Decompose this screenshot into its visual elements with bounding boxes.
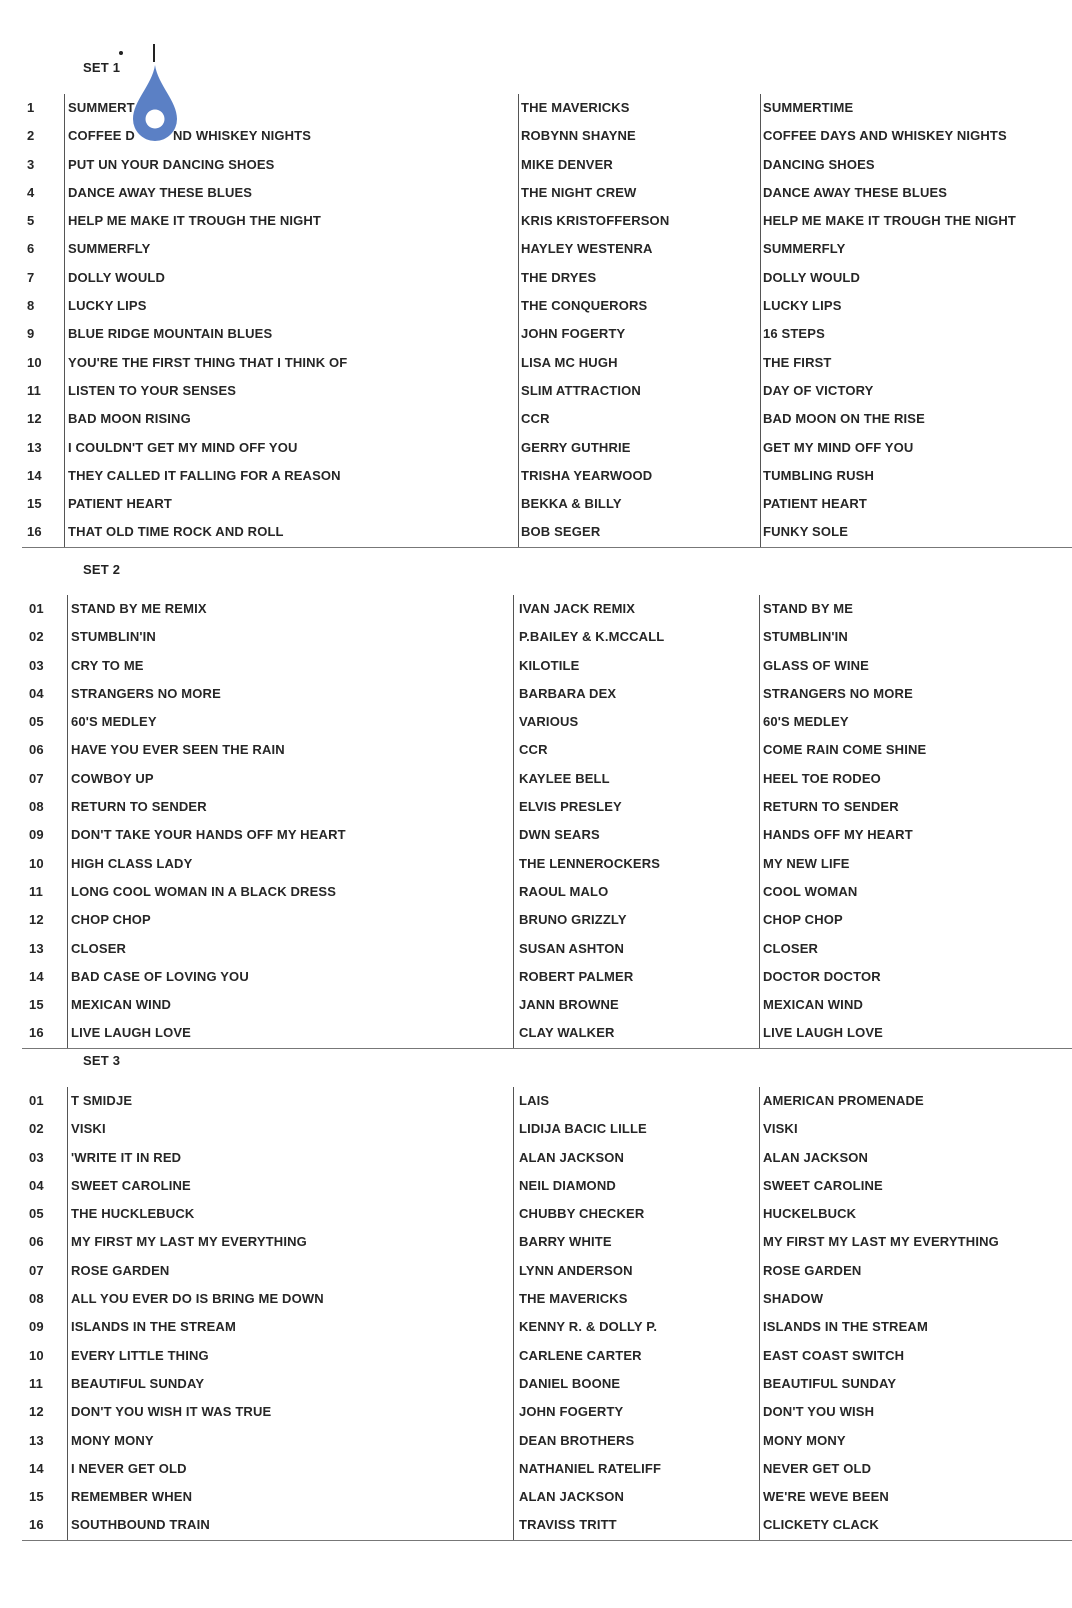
- table-row: [22, 963, 1072, 991]
- artist-name: BRUNO GRIZZLY: [519, 912, 627, 928]
- column-divider: [760, 94, 761, 547]
- track-number: 12: [27, 411, 42, 427]
- artist-name: NATHANIEL RATELIFF: [519, 1460, 662, 1476]
- artist-name: CCR: [521, 411, 550, 427]
- artist-name: CLAY WALKER: [519, 1025, 615, 1041]
- column-divider: [759, 595, 760, 1048]
- table-row: [22, 736, 1072, 764]
- table-row: [22, 821, 1072, 849]
- song-title: COWBOY UP: [71, 770, 154, 786]
- artist-name: BARRY WHITE: [519, 1234, 612, 1250]
- table-row: [22, 1144, 1072, 1172]
- artist-name: THE DRYES: [521, 269, 597, 285]
- dance-name: TUMBLING RUSH: [763, 467, 874, 483]
- dance-name: VISKI: [763, 1121, 798, 1137]
- song-title-continued: ND WHISKEY NIGHTS: [173, 128, 312, 144]
- artist-name: P.BAILEY & K.MCCALL: [519, 629, 665, 645]
- dance-name: COFFEE DAYS AND WHISKEY NIGHTS: [763, 128, 1007, 144]
- artist-name: ELVIS PRESLEY: [519, 799, 622, 815]
- song-title: 'WRITE IT IN RED: [71, 1149, 182, 1165]
- dance-name: NEVER GET OLD: [763, 1460, 872, 1476]
- column-divider: [513, 595, 514, 1048]
- artist-name: CHUBBY CHECKER: [519, 1206, 645, 1222]
- table-row: [22, 1200, 1072, 1228]
- table-row: [22, 1172, 1072, 1200]
- table-row: [22, 878, 1072, 906]
- artist-name: THE MAVERICKS: [521, 100, 630, 115]
- dance-name: HUCKELBUCK: [763, 1206, 857, 1222]
- song-title: THE HUCKLEBUCK: [71, 1206, 195, 1222]
- artist-name: BEKKA & BILLY: [521, 496, 622, 512]
- table-row: [22, 377, 1072, 405]
- song-title: THEY CALLED IT FALLING FOR A REASON: [68, 467, 341, 483]
- track-number: 15: [29, 997, 44, 1013]
- track-number: 11: [29, 1375, 44, 1391]
- song-title: REMEMBER WHEN: [71, 1489, 193, 1505]
- table-row: [22, 1285, 1072, 1313]
- set-table: [22, 1087, 1072, 1541]
- table-row: [22, 1483, 1072, 1511]
- table-row: [22, 235, 1072, 263]
- track-number: 03: [29, 1149, 44, 1165]
- dance-name: WE'RE WEVE BEEN: [763, 1489, 889, 1505]
- song-title: T SMIDJE: [71, 1093, 133, 1108]
- song-title: BLUE RIDGE MOUNTAIN BLUES: [68, 326, 273, 342]
- table-row: [22, 264, 1072, 292]
- artist-name: KRIS KRISTOFFERSON: [521, 213, 670, 229]
- artist-name: DEAN BROTHERS: [519, 1432, 635, 1448]
- track-number: 5: [27, 213, 35, 229]
- artist-name: DANIEL BOONE: [519, 1375, 621, 1391]
- column-divider: [67, 595, 68, 1048]
- artist-name: JOHN FOGERTY: [519, 1404, 624, 1420]
- song-title: CRY TO ME: [71, 657, 144, 673]
- track-number: 14: [27, 467, 42, 483]
- column-divider: [513, 1087, 514, 1540]
- song-title: MEXICAN WIND: [71, 997, 172, 1013]
- song-title: STRANGERS NO MORE: [71, 685, 221, 701]
- dance-name: SUMMERFLY: [763, 241, 846, 257]
- dance-name: DAY OF VICTORY: [763, 382, 874, 398]
- track-number: 11: [29, 883, 44, 899]
- dance-name: HELP ME MAKE IT TROUGH THE NIGHT: [763, 213, 1017, 229]
- song-title: SWEET CAROLINE: [71, 1177, 191, 1193]
- track-number: 14: [29, 1460, 44, 1476]
- dance-name: DOCTOR DOCTOR: [763, 968, 881, 984]
- table-row: [22, 462, 1072, 490]
- track-number: 4: [27, 184, 35, 200]
- artist-name: THE LENNEROCKERS: [519, 855, 661, 871]
- artist-name: LISA MC HUGH: [521, 354, 618, 370]
- track-number: 13: [29, 940, 44, 956]
- song-title: DON'T TAKE YOUR HANDS OFF MY HEART: [71, 827, 346, 843]
- dance-name: GET MY MIND OFF YOU: [763, 439, 914, 455]
- artist-name: LAIS: [519, 1093, 550, 1108]
- dance-name: MONY MONY: [763, 1432, 846, 1448]
- song-title: LISTEN TO YOUR SENSES: [68, 382, 237, 398]
- table-row: [22, 680, 1072, 708]
- artist-name: NEIL DIAMOND: [519, 1177, 616, 1193]
- artist-name: ALAN JACKSON: [519, 1489, 625, 1505]
- table-row: [22, 652, 1072, 680]
- dance-name: 16 STEPS: [763, 326, 825, 342]
- dance-name: STUMBLIN'IN: [763, 629, 848, 645]
- song-title: LIVE LAUGH LOVE: [71, 1025, 191, 1041]
- table-row: [22, 765, 1072, 793]
- table-row: [22, 518, 1072, 546]
- dance-name: FUNKY SOLE: [763, 524, 849, 540]
- table-row: [22, 1427, 1072, 1455]
- song-title: HELP ME MAKE IT TROUGH THE NIGHT: [68, 213, 322, 229]
- dance-name: ISLANDS IN THE STREAM: [763, 1319, 928, 1335]
- table-row: [22, 906, 1072, 934]
- dance-name: RETURN TO SENDER: [763, 799, 899, 815]
- artist-name: RAOUL MALO: [519, 883, 609, 899]
- song-title: ROSE GARDEN: [71, 1262, 170, 1278]
- track-number: 01: [29, 601, 44, 616]
- song-title: I NEVER GET OLD: [71, 1460, 187, 1476]
- track-number: 02: [29, 629, 44, 645]
- song-title: DOLLY WOULD: [68, 269, 165, 285]
- artist-name: KENNY R. & DOLLY P.: [519, 1319, 658, 1335]
- artist-name: DWN SEARS: [519, 827, 600, 843]
- dance-name: LIVE LAUGH LOVE: [763, 1025, 883, 1041]
- track-number: 02: [29, 1121, 44, 1137]
- artist-name: SUSAN ASHTON: [519, 940, 625, 956]
- dance-name: PATIENT HEART: [763, 496, 868, 512]
- track-number: 10: [27, 354, 42, 370]
- column-divider: [64, 94, 65, 547]
- track-number: 10: [29, 1347, 44, 1363]
- track-number: 06: [29, 1234, 44, 1250]
- dance-name: 60'S MEDLEY: [763, 714, 849, 730]
- set-title: SET 2: [83, 562, 121, 577]
- dance-name: EAST COAST SWITCH: [763, 1347, 905, 1363]
- dance-name: SUMMERTIME: [763, 100, 854, 115]
- song-title: MONY MONY: [71, 1432, 154, 1448]
- dance-name: DANCE AWAY THESE BLUES: [763, 184, 948, 200]
- track-number: 3: [27, 156, 35, 172]
- artist-name: VARIOUS: [519, 714, 579, 730]
- track-number: 6: [27, 241, 35, 257]
- track-number: 07: [29, 770, 44, 786]
- song-title: HAVE YOU EVER SEEN THE RAIN: [71, 742, 285, 758]
- artist-name: SLIM ATTRACTION: [521, 382, 641, 398]
- track-number: 16: [29, 1517, 44, 1533]
- song-title: DON'T YOU WISH IT WAS TRUE: [71, 1404, 272, 1420]
- dance-name: SWEET CAROLINE: [763, 1177, 883, 1193]
- dance-name: COME RAIN COME SHINE: [763, 742, 927, 758]
- song-title: MY FIRST MY LAST MY EVERYTHING: [71, 1234, 307, 1250]
- song-title: ISLANDS IN THE STREAM: [71, 1319, 236, 1335]
- song-title: CHOP CHOP: [71, 912, 151, 928]
- song-title: ALL YOU EVER DO IS BRING ME DOWN: [71, 1291, 324, 1307]
- set-title: SET 3: [83, 1053, 121, 1068]
- artist-name: CARLENE CARTER: [519, 1347, 642, 1363]
- artist-name: JANN BROWNE: [519, 997, 619, 1013]
- table-row: [22, 1019, 1072, 1047]
- artist-name: TRISHA YEARWOOD: [521, 467, 653, 483]
- set-table: [22, 94, 1072, 548]
- table-row: [22, 623, 1072, 651]
- dance-name: STRANGERS NO MORE: [763, 685, 913, 701]
- table-row: [22, 179, 1072, 207]
- song-title: STAND BY ME REMIX: [71, 601, 207, 616]
- track-number: 04: [29, 1177, 44, 1193]
- song-title: DANCE AWAY THESE BLUES: [68, 184, 253, 200]
- table-row: [22, 94, 1072, 122]
- dance-name: DOLLY WOULD: [763, 269, 860, 285]
- cursor-dot: [119, 51, 123, 55]
- dance-name: AMERICAN PROMENADE: [763, 1093, 924, 1108]
- track-number: 12: [29, 1404, 44, 1420]
- dance-name: CLICKETY CLACK: [763, 1517, 879, 1533]
- song-title: SUMMERFLY: [68, 241, 151, 257]
- dance-name: THE FIRST: [763, 354, 832, 370]
- dance-name: MY FIRST MY LAST MY EVERYTHING: [763, 1234, 999, 1250]
- track-number: 09: [29, 1319, 44, 1335]
- track-number: 16: [27, 524, 42, 540]
- song-title: EVERY LITTLE THING: [71, 1347, 209, 1363]
- song-title: SOUTHBOUND TRAIN: [71, 1517, 210, 1533]
- track-number: 13: [29, 1432, 44, 1448]
- table-row: [22, 595, 1072, 623]
- dance-name: CLOSER: [763, 940, 819, 956]
- artist-name: GERRY GUTHRIE: [521, 439, 631, 455]
- set-title: SET 1: [83, 60, 121, 75]
- track-number: 01: [29, 1093, 44, 1108]
- artist-name: CCR: [519, 742, 548, 758]
- dance-name: BAD MOON ON THE RISE: [763, 411, 925, 427]
- song-title: LUCKY LIPS: [68, 298, 147, 314]
- artist-name: BOB SEGER: [521, 524, 601, 540]
- artist-name: LIDIJA BACIC LILLE: [519, 1121, 647, 1137]
- artist-name: LYNN ANDERSON: [519, 1262, 633, 1278]
- dance-name: HEEL TOE RODEO: [763, 770, 881, 786]
- track-number: 16: [29, 1025, 44, 1041]
- song-title: PATIENT HEART: [68, 496, 173, 512]
- dance-name: SHADOW: [763, 1291, 824, 1307]
- table-row: [22, 320, 1072, 348]
- dance-name: HANDS OFF MY HEART: [763, 827, 913, 843]
- table-row: [22, 1342, 1072, 1370]
- artist-name: THE NIGHT CREW: [521, 184, 637, 200]
- table-row: [22, 1398, 1072, 1426]
- track-number: 03: [29, 657, 44, 673]
- track-number: 07: [29, 1262, 44, 1278]
- song-title: VISKI: [71, 1121, 106, 1137]
- table-row: [22, 1370, 1072, 1398]
- track-number: 12: [29, 912, 44, 928]
- artist-name: IVAN JACK REMIX: [519, 601, 636, 616]
- column-divider: [67, 1087, 68, 1540]
- table-row: [22, 434, 1072, 462]
- table-row: [22, 1511, 1072, 1539]
- track-number: 10: [29, 855, 44, 871]
- dance-name: COOL WOMAN: [763, 883, 858, 899]
- song-title: CLOSER: [71, 940, 127, 956]
- artist-name: KAYLEE BELL: [519, 770, 610, 786]
- artist-name: ALAN JACKSON: [519, 1149, 625, 1165]
- table-row: [22, 991, 1072, 1019]
- track-number: 06: [29, 742, 44, 758]
- artist-name: THE MAVERICKS: [519, 1291, 628, 1307]
- track-number: 08: [29, 799, 44, 815]
- text-cursor-caret: [153, 44, 155, 62]
- track-number: 14: [29, 968, 44, 984]
- song-title: SUMMERT: [68, 100, 135, 115]
- song-title: YOU'RE THE FIRST THING THAT I THINK OF: [68, 354, 348, 370]
- track-number: 15: [29, 1489, 44, 1505]
- track-number: 8: [27, 298, 35, 314]
- table-row: [22, 292, 1072, 320]
- track-number: 09: [29, 827, 44, 843]
- dance-name: MEXICAN WIND: [763, 997, 864, 1013]
- song-title: BAD CASE OF LOVING YOU: [71, 968, 249, 984]
- track-number: 7: [27, 269, 35, 285]
- artist-name: KILOTILE: [519, 657, 580, 673]
- dance-name: LUCKY LIPS: [763, 298, 842, 314]
- track-number: 1: [27, 100, 35, 115]
- song-title: PUT UN YOUR DANCING SHOES: [68, 156, 275, 172]
- dance-name: ROSE GARDEN: [763, 1262, 862, 1278]
- artist-name: JOHN FOGERTY: [521, 326, 626, 342]
- track-number: 13: [27, 439, 42, 455]
- table-row: [22, 793, 1072, 821]
- artist-name: MIKE DENVER: [521, 156, 613, 172]
- dance-name: GLASS OF WINE: [763, 657, 869, 673]
- dance-name: ALAN JACKSON: [763, 1149, 869, 1165]
- song-title: I COULDN'T GET MY MIND OFF YOU: [68, 439, 298, 455]
- artist-name: HAYLEY WESTENRA: [521, 241, 653, 257]
- column-divider: [518, 94, 519, 547]
- song-title: BEAUTIFUL SUNDAY: [71, 1375, 205, 1391]
- table-row: [22, 490, 1072, 518]
- table-row: [22, 122, 1072, 150]
- track-number: 08: [29, 1291, 44, 1307]
- table-row: [22, 349, 1072, 377]
- song-title: 60'S MEDLEY: [71, 714, 157, 730]
- artist-name: THE CONQUERORS: [521, 298, 648, 314]
- table-row: [22, 1087, 1072, 1115]
- artist-name: ROBYNN SHAYNE: [521, 128, 636, 144]
- table-row: [22, 151, 1072, 179]
- track-number: 05: [29, 1206, 44, 1222]
- dance-name: CHOP CHOP: [763, 912, 843, 928]
- song-title: THAT OLD TIME ROCK AND ROLL: [68, 524, 284, 540]
- text-selection-handle-icon[interactable]: [131, 63, 179, 145]
- song-title: COFFEE D: [68, 128, 135, 144]
- song-title: STUMBLIN'IN: [71, 629, 156, 645]
- table-row: [22, 1257, 1072, 1285]
- track-number: 9: [27, 326, 35, 342]
- table-row: [22, 1313, 1072, 1341]
- dance-name: BEAUTIFUL SUNDAY: [763, 1375, 897, 1391]
- song-title: HIGH CLASS LADY: [71, 855, 193, 871]
- column-divider: [759, 1087, 760, 1540]
- artist-name: TRAVISS TRITT: [519, 1517, 617, 1533]
- track-number: 05: [29, 714, 44, 730]
- artist-name: BARBARA DEX: [519, 685, 617, 701]
- track-number: 2: [27, 128, 35, 144]
- table-row: [22, 935, 1072, 963]
- artist-name: ROBERT PALMER: [519, 968, 634, 984]
- dance-name: DANCING SHOES: [763, 156, 875, 172]
- track-number: 11: [27, 382, 42, 398]
- song-title: LONG COOL WOMAN IN A BLACK DRESS: [71, 883, 337, 899]
- set-table: [22, 595, 1072, 1049]
- song-title: BAD MOON RISING: [68, 411, 191, 427]
- table-row: [22, 207, 1072, 235]
- table-row: [22, 708, 1072, 736]
- table-row: [22, 850, 1072, 878]
- table-row: [22, 1455, 1072, 1483]
- track-number: 15: [27, 496, 42, 512]
- dance-name: STAND BY ME: [763, 601, 854, 616]
- song-title: RETURN TO SENDER: [71, 799, 207, 815]
- dance-name: MY NEW LIFE: [763, 855, 850, 871]
- dance-name: DON'T YOU WISH: [763, 1404, 875, 1420]
- track-number: 04: [29, 685, 44, 701]
- table-row: [22, 1115, 1072, 1143]
- table-row: [22, 1228, 1072, 1256]
- table-row: [22, 405, 1072, 433]
